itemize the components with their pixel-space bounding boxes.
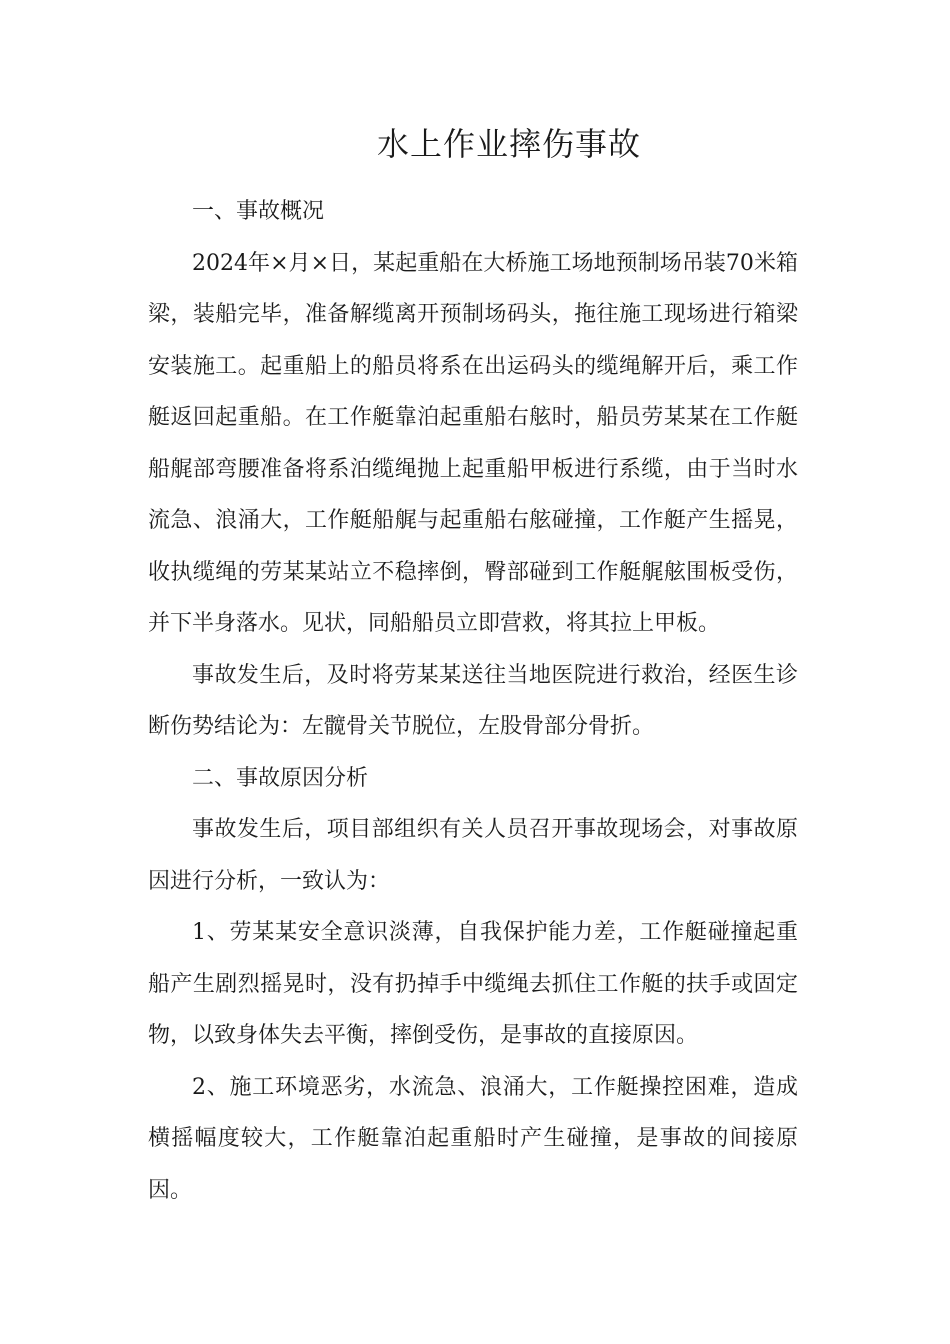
- paragraph-direct-cause: 1、劳某某安全意识淡薄，自我保护能力差，工作艇碰撞起重船产生剧烈摇晃时，没有扔掉手中缆绳去抓住工作艇的扶手或固定物，以致身体失去平衡，摔倒受伤，是事故的直接原因。: [148, 920, 798, 1048]
- paragraph-treatment: 事故发生后，及时将劳某某送往当地医院进行救治，经医生诊断伤势结论为：左髋骨关节脱位，左股骨部分骨折。: [148, 662, 798, 739]
- document-body: [148, 186, 798, 1216]
- paragraph-analysis-intro: 事故发生后，项目部组织有关人员召开事故现场会，对事故原因进行分析，一致认为：: [148, 817, 798, 894]
- section-heading-cause-analysis: 二、事故原因分析: [192, 765, 369, 791]
- paragraph-accident-description: 2024年×月×日，某起重船在大桥施工场地预制场吊装70米箱梁，装船完毕，准备解缆离开预制场码头，拖往施工现场进行箱梁安装施工。起重船上的船员将系在出运码头的缆绳解开后，乘工作艇返回起重船。在工作艇靠泊起重船右舷时，船员劳某某在工作艇船艉部弯腰准备将系泊缆绳抛上起重船甲板进行系缆，由于当时水流急、浪涌大，工作艇船艉与起重船右舷碰撞，工作艇产生摇晃，收执缆绳的劳某某站立不稳摔倒，臀部碰到工作艇艉舷围板受伤，并下半身落水。见状，同船船员立即营救，将其拉上甲板。: [148, 250, 798, 636]
- paragraph-indirect-cause: 2、施工环境恶劣，水流急、浪涌大，工作艇操控困难，造成横摇幅度较大，工作艇靠泊起重船时产生碰撞，是事故的间接原因。: [148, 1074, 798, 1203]
- section-heading-overview: 一、事故概况: [192, 199, 325, 224]
- document-title: 水上作业摔伤事故: [376, 125, 641, 163]
